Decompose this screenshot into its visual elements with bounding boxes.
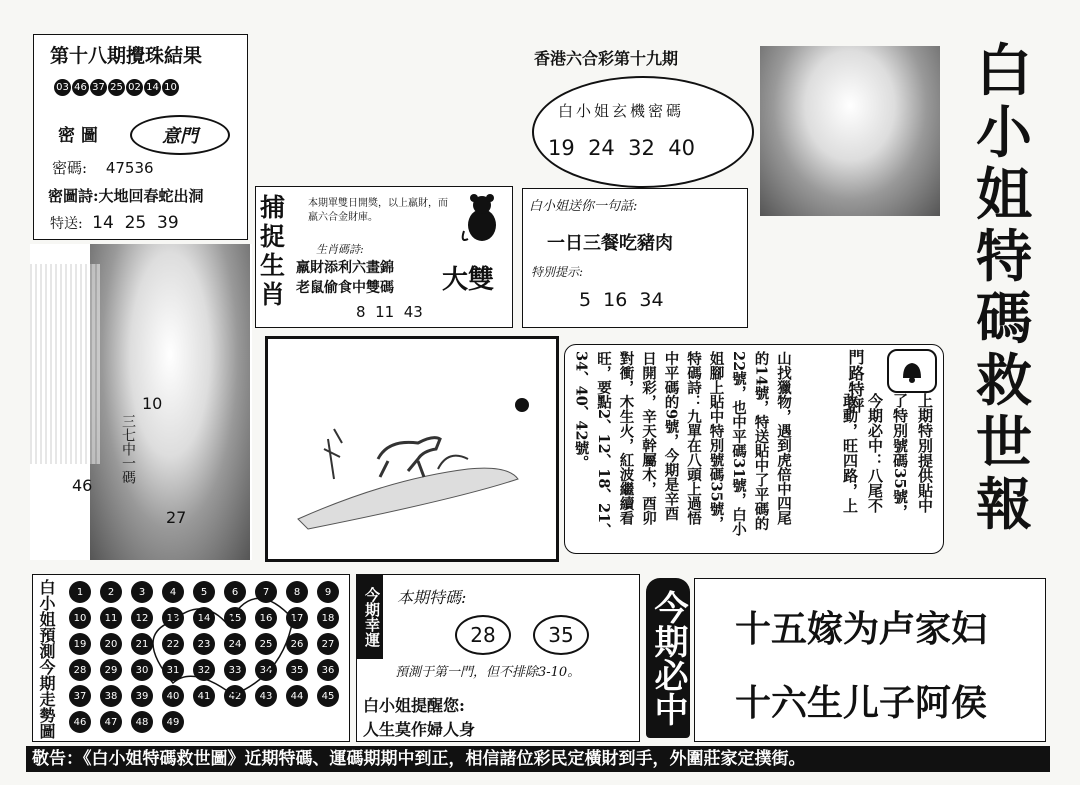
grid-ball: 29 <box>100 659 122 681</box>
photo-number-1: 10 <box>142 394 163 413</box>
commentary-line: 對衝，木生火，紅波繼續看 <box>617 351 635 525</box>
grid-ball: 11 <box>100 607 122 629</box>
grid-ball: 45 <box>317 685 339 707</box>
grid-ball: 36 <box>317 659 339 681</box>
catch-title-char: 肖 <box>260 280 286 309</box>
grid-ball: 22 <box>162 633 184 655</box>
grid-ball: 16 <box>255 607 277 629</box>
catch-line-2: 老鼠偷食中雙碼 <box>296 280 394 296</box>
footer-text: 敬告：《白小姐特碼救世圖》近期特碼、運碼期期中到正，相信諸位彩民定橫財到手，外圍莊家定撲街。 <box>32 749 806 769</box>
grid-ball: 14 <box>193 607 215 629</box>
must-win-badge: 今期必中 <box>646 578 690 738</box>
mitu-script <box>130 115 230 155</box>
grid-ball: 15 <box>224 607 246 629</box>
catch-title-char: 捉 <box>260 222 286 251</box>
commentary-line: 中平碼的9號，今期是辛酉 <box>662 351 680 521</box>
mima-label: 密碼: <box>52 159 88 177</box>
verse-line-2: 十六生儿子阿侯 <box>735 682 988 724</box>
mitu-label: 密 圖 <box>58 126 98 146</box>
grid-ball: 12 <box>131 607 153 629</box>
commentary-line: 22號，也中平碼31號，白小 <box>730 351 747 537</box>
grid-ball: 1 <box>69 581 91 603</box>
secret-code-title: 白小姐玄機密碼 <box>558 102 685 120</box>
verse-line-1: 十五嫁为卢家妇 <box>735 608 988 650</box>
grid-ball: 17 <box>286 607 308 629</box>
sentence-label: 白小姐送你一句話: <box>529 199 638 214</box>
result-ball: 03 <box>54 79 71 96</box>
lucky-number-2: 35 <box>533 615 589 655</box>
grid-ball: 31 <box>162 659 184 681</box>
sentence-box <box>522 188 748 328</box>
mima-value: 47536 <box>105 159 154 177</box>
grid-ball: 32 <box>193 659 215 681</box>
photo-number-2: 46 <box>72 476 93 495</box>
grid-ball: 48 <box>131 711 153 733</box>
song-row <box>50 213 179 233</box>
trend-grid-box <box>32 574 350 742</box>
grid-ball: 19 <box>69 633 91 655</box>
secret-code-oval <box>532 76 754 188</box>
bell-icon <box>887 349 937 393</box>
grid-ball: 46 <box>69 711 91 733</box>
masthead-char: 世 <box>976 410 1032 476</box>
poem-label: 密圖詩: <box>48 187 99 205</box>
grid-ball: 35 <box>286 659 308 681</box>
masthead-char: 姐 <box>976 162 1032 228</box>
commentary-line: 敢動，旺四路，上 <box>841 393 859 513</box>
masthead-char: 白 <box>976 38 1032 104</box>
masthead <box>948 40 1060 536</box>
mouse-icon <box>460 193 504 245</box>
result-ball: 25 <box>108 79 125 96</box>
result-balls <box>54 79 180 96</box>
painting-frame <box>265 336 559 562</box>
catch-line-1: 羸財添利六畫錦 <box>296 260 394 276</box>
horse-painting <box>268 339 556 559</box>
grid-ball: 24 <box>224 633 246 655</box>
grid-ball: 18 <box>317 607 339 629</box>
mima-row <box>52 157 154 178</box>
remind-label: 白小姐提醒您: <box>363 696 465 715</box>
commentary-tag: 門路特評 <box>846 349 865 413</box>
song-label: 特送: <box>50 216 83 232</box>
lucky-number-1: 28 <box>455 615 511 655</box>
commentary-line: 旺，要點2、12、18、21、 <box>595 351 612 538</box>
grid-ball: 3 <box>131 581 153 603</box>
result-ball: 37 <box>90 79 107 96</box>
result-ball: 10 <box>162 79 179 96</box>
poem-row <box>48 185 204 206</box>
remind-text: 人生莫作婦人身 <box>363 720 476 739</box>
grid-ball: 4 <box>162 581 184 603</box>
catch-title <box>260 193 285 309</box>
lucky-box <box>356 574 640 742</box>
grid-ball: 30 <box>131 659 153 681</box>
grid-ball: 26 <box>286 633 308 655</box>
grid-ball: 20 <box>100 633 122 655</box>
catch-poem-label: 生肖碼詩: <box>316 243 364 256</box>
grid-ball: 25 <box>255 633 277 655</box>
special-label: 特別提示: <box>531 265 584 279</box>
catch-numbers: 8 11 43 <box>356 303 423 321</box>
grid-ball: 42 <box>224 685 246 707</box>
commentary-line: 姐腳上貼中特別號碼35號， <box>707 351 725 531</box>
commentary-line: 特碼詩：九單在八頭上過悟 <box>685 351 702 525</box>
grid-ball: 49 <box>162 711 184 733</box>
result-ball: 02 <box>126 79 143 96</box>
commentary-text-long <box>569 351 794 551</box>
trend-grid <box>69 581 349 741</box>
secret-code-numbers: 19 24 32 40 <box>548 136 695 160</box>
grid-ball: 23 <box>193 633 215 655</box>
commentary-line: 日開彩，辛天幹屬木，酉卯 <box>640 351 657 525</box>
commentary-line: 今期必中：八尾不 <box>866 393 884 513</box>
commentary-line: 了特別號碼35號， <box>891 393 909 519</box>
lucky-label: 本期特碼: <box>397 588 467 607</box>
grid-ball: 38 <box>100 685 122 707</box>
grid-ball: 47 <box>100 711 122 733</box>
grid-ball: 7 <box>255 581 277 603</box>
grid-ball: 44 <box>286 685 308 707</box>
grid-ball: 40 <box>162 685 184 707</box>
big-verse-box <box>694 578 1046 742</box>
photo-texture <box>30 264 100 464</box>
grid-ball: 2 <box>100 581 122 603</box>
lucky-note: 預測于第一門，但不排除3-10。 <box>395 665 581 680</box>
masthead-char: 救 <box>976 348 1032 414</box>
catch-big-char: 大雙 <box>442 265 495 295</box>
lucky-side-text: 今期幸運 <box>357 575 383 659</box>
grid-ball: 33 <box>224 659 246 681</box>
masthead-char: 碼 <box>976 286 1032 352</box>
special-numbers: 5 16 34 <box>579 289 664 311</box>
result-ball: 46 <box>72 79 89 96</box>
grid-ball: 34 <box>255 659 277 681</box>
commentary-line: 34、40、42號。 <box>572 351 590 470</box>
left-photo <box>30 244 252 560</box>
catch-zodiac-box <box>255 186 513 328</box>
song-numbers: 14 25 39 <box>92 213 179 233</box>
grid-ball: 43 <box>255 685 277 707</box>
grid-ball: 13 <box>162 607 184 629</box>
grid-ball: 10 <box>69 607 91 629</box>
footer-bar <box>26 746 1050 772</box>
commentary-line: 上期特別提供貼中 <box>916 393 934 513</box>
grid-ball: 9 <box>317 581 339 603</box>
grid-ball: 41 <box>193 685 215 707</box>
grid-ball: 28 <box>69 659 91 681</box>
catch-title-char: 捕 <box>260 193 286 222</box>
commentary-line: 山找獵物，遇到虎倍中四尾 <box>775 351 792 525</box>
photo-vertical-text: 三七中一碼 <box>120 414 136 484</box>
commentary-line: 的14號，特送貼中了平碼的 <box>752 351 770 531</box>
sentence-text: 一日三餐吃豬肉 <box>547 233 673 254</box>
catch-desc: 本期單雙日開獎，以上羸財，而羸六合金財庫。 <box>308 198 448 223</box>
right-woman-photo <box>760 46 940 216</box>
grid-ball: 27 <box>317 633 339 655</box>
mitu-script-text: 意門 <box>162 126 198 147</box>
masthead-char: 特 <box>976 224 1032 290</box>
result-ball: 14 <box>144 79 161 96</box>
issue-header: 香港六合彩第十九期 <box>534 49 679 68</box>
commentary-text <box>837 393 937 553</box>
grid-ball: 37 <box>69 685 91 707</box>
masthead-char: 報 <box>976 472 1032 538</box>
grid-ball: 39 <box>131 685 153 707</box>
grid-ball: 21 <box>131 633 153 655</box>
grid-ball: 6 <box>224 581 246 603</box>
grid-ball: 8 <box>286 581 308 603</box>
masthead-char: 小 <box>976 100 1032 166</box>
catch-title-char: 生 <box>260 251 286 280</box>
result-title: 第十八期攪珠結果 <box>50 45 203 67</box>
poem-text: 大地回春蛇出洞 <box>98 187 204 205</box>
result-panel <box>33 34 248 240</box>
grid-side-text: 白小姐預測今期走勢圖 <box>37 579 56 739</box>
grid-ball: 5 <box>193 581 215 603</box>
photo-number-3: 27 <box>166 508 187 527</box>
commentary-box <box>564 344 944 554</box>
